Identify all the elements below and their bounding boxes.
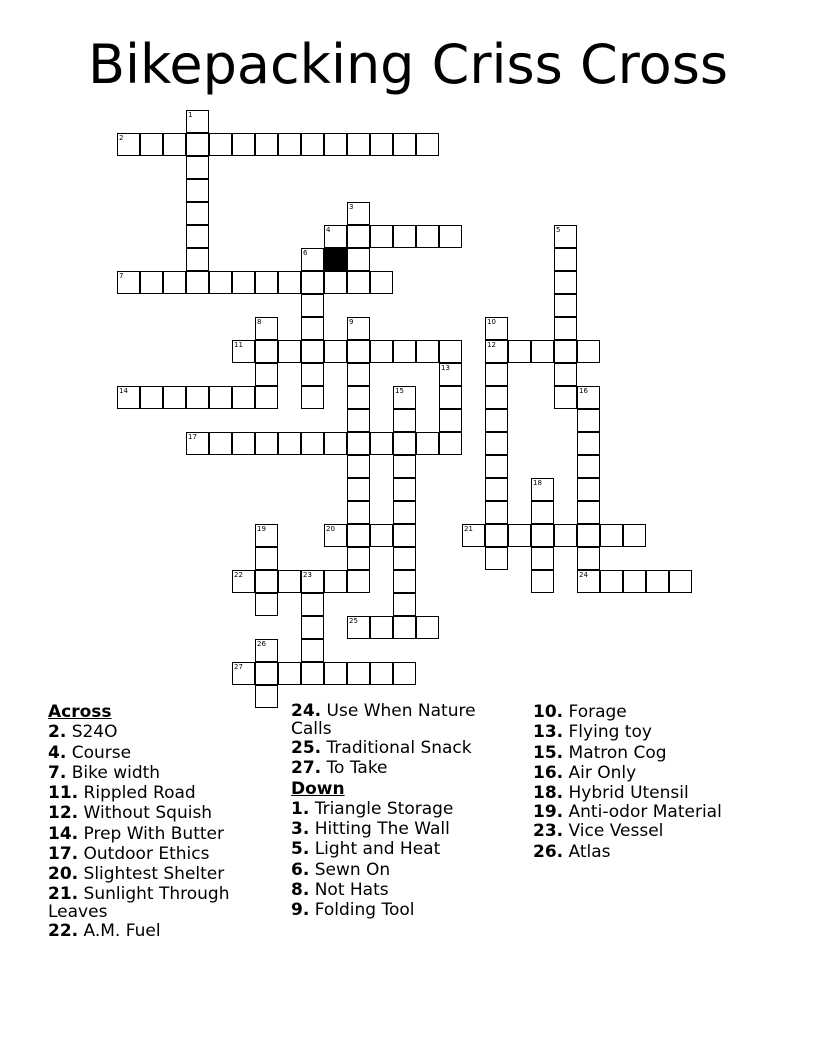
down-heading: Down: [291, 778, 345, 799]
grid-cell[interactable]: [255, 340, 278, 363]
grid-cell[interactable]: [393, 570, 416, 593]
clue-number-label: 25.: [291, 738, 322, 758]
clue-number: 11: [234, 341, 243, 349]
clue-item: 2. S24O: [48, 722, 118, 743]
clue-item: 26. Atlas: [533, 841, 611, 862]
grid-cell[interactable]: [462, 524, 485, 547]
grid-cell[interactable]: [669, 570, 692, 593]
clue-number-label: 7.: [48, 762, 67, 783]
grid-cell[interactable]: [255, 386, 278, 409]
clue-number-label: 17.: [48, 844, 79, 865]
grid-cell[interactable]: [577, 432, 600, 455]
grid-cell[interactable]: [232, 340, 255, 363]
clue-number-label: 15.: [533, 742, 564, 763]
clue-number: 23: [303, 571, 312, 579]
grid-cell[interactable]: [255, 133, 278, 156]
grid-cell[interactable]: [439, 363, 462, 386]
grid-cell[interactable]: [347, 271, 370, 294]
grid-cell[interactable]: [439, 225, 462, 248]
grid-cell[interactable]: [485, 524, 508, 547]
clue-item: 7. Bike width: [48, 762, 161, 783]
grid-cell[interactable]: [370, 340, 393, 363]
clue-item: 24. Use When Nature Calls: [291, 701, 476, 739]
grid-cell[interactable]: [324, 133, 347, 156]
grid-cell[interactable]: [186, 386, 209, 409]
grid-cell[interactable]: [393, 501, 416, 524]
clue-item: 25. Traditional Snack: [291, 738, 472, 758]
grid-cell[interactable]: [232, 271, 255, 294]
grid-cell[interactable]: [347, 248, 370, 271]
grid-cell[interactable]: [278, 271, 301, 294]
grid-cell[interactable]: [416, 616, 439, 639]
grid-cell[interactable]: [531, 340, 554, 363]
clue-number-label: 11.: [48, 783, 79, 804]
grid-cell[interactable]: [347, 133, 370, 156]
grid-cell[interactable]: [301, 639, 324, 662]
grid-cell[interactable]: [485, 340, 508, 363]
grid-cell[interactable]: [140, 133, 163, 156]
grid-cell[interactable]: [416, 133, 439, 156]
grid-cell[interactable]: [393, 478, 416, 501]
grid-cell[interactable]: [255, 524, 278, 547]
grid-cell[interactable]: [554, 248, 577, 271]
clue-item: 5. Light and Heat: [291, 839, 441, 860]
grid-cell[interactable]: [347, 616, 370, 639]
clue-number: 21: [464, 525, 473, 533]
grid-cell[interactable]: [531, 501, 554, 524]
clue-number: 15: [395, 387, 404, 395]
grid-cell[interactable]: [554, 524, 577, 547]
clue-column-3: [533, 702, 773, 862]
grid-cell[interactable]: [600, 524, 623, 547]
grid-cell[interactable]: [439, 340, 462, 363]
clue-number: 25: [349, 617, 358, 625]
grid-cell[interactable]: [393, 455, 416, 478]
grid-cell[interactable]: [485, 317, 508, 340]
clue-item: 19. Anti-odor Material: [533, 802, 722, 823]
grid-cell[interactable]: [577, 340, 600, 363]
clue-number-label: 13.: [533, 722, 564, 743]
clue-item: 4. Course: [48, 742, 132, 763]
puzzle-title: Bikepacking Criss Cross: [88, 33, 728, 96]
grid-cell[interactable]: [301, 432, 324, 455]
clue-number: 2: [119, 134, 124, 142]
grid-cell[interactable]: [301, 570, 324, 593]
clue-item: 16. Air Only: [533, 762, 637, 783]
grid-cell[interactable]: [577, 570, 600, 593]
grid-cell[interactable]: [577, 547, 600, 570]
grid-cell[interactable]: [232, 432, 255, 455]
clue-number: 6: [303, 249, 308, 257]
grid-cell[interactable]: [209, 386, 232, 409]
clue-number-label: 3.: [291, 819, 310, 840]
grid-cell[interactable]: [485, 501, 508, 524]
clue-number-label: 21.: [48, 883, 79, 904]
clue-item: 23. Vice Vessel: [533, 821, 664, 842]
grid-cell[interactable]: [370, 271, 393, 294]
clue-item: 18. Hybrid Utensil: [533, 783, 689, 804]
clue-number: 14: [119, 387, 128, 395]
clue-number: 4: [326, 226, 331, 234]
clue-item: 27. To Take: [291, 758, 388, 779]
across-heading: Across: [48, 702, 112, 722]
grid-cell[interactable]: [554, 271, 577, 294]
grid-cell[interactable]: [393, 593, 416, 616]
clue-number-label: 23.: [533, 821, 564, 842]
clue-column-1: [48, 702, 278, 941]
clue-number-label: 1.: [291, 798, 310, 819]
grid-cell[interactable]: [301, 133, 324, 156]
grid-cell[interactable]: [347, 409, 370, 432]
grid-cell[interactable]: [324, 662, 347, 685]
clue-number: 24: [579, 571, 588, 579]
grid-cell[interactable]: [301, 593, 324, 616]
clue-number: 16: [579, 387, 588, 395]
grid-cell[interactable]: [347, 386, 370, 409]
grid-cell[interactable]: [186, 110, 209, 133]
clue-number-label: 24.: [291, 701, 322, 721]
grid-cell[interactable]: [301, 386, 324, 409]
grid-cell[interactable]: [324, 570, 347, 593]
clue-number-label: 10.: [533, 702, 564, 722]
grid-cell[interactable]: [186, 248, 209, 271]
grid-cell[interactable]: [278, 133, 301, 156]
grid-cell[interactable]: [623, 570, 646, 593]
clue-number-label: 19.: [533, 802, 564, 823]
grid-cell[interactable]: [370, 524, 393, 547]
grid-cell[interactable]: [301, 271, 324, 294]
clue-number: 26: [257, 640, 266, 648]
grid-cell[interactable]: [370, 432, 393, 455]
clue-number-label: 5.: [291, 839, 310, 860]
grid-cell[interactable]: [232, 570, 255, 593]
grid-cell[interactable]: [577, 478, 600, 501]
grid-cell[interactable]: [347, 478, 370, 501]
clue-number: 19: [257, 525, 266, 533]
grid-cell[interactable]: [301, 248, 324, 271]
grid-cell[interactable]: [186, 202, 209, 225]
clue-item: 15. Matron Cog: [533, 742, 667, 763]
grid-cell[interactable]: [324, 340, 347, 363]
grid-cell[interactable]: [393, 432, 416, 455]
clue-item: 9. Folding Tool: [291, 900, 415, 921]
grid-cell[interactable]: [646, 570, 669, 593]
clue-item: 11. Rippled Road: [48, 783, 196, 804]
grid-cell[interactable]: [232, 133, 255, 156]
grid-cell[interactable]: [439, 409, 462, 432]
grid-cell[interactable]: [531, 547, 554, 570]
clue-number: 12: [487, 341, 496, 349]
grid-cell[interactable]: [255, 639, 278, 662]
grid-cell[interactable]: [347, 547, 370, 570]
grid-cell[interactable]: [554, 363, 577, 386]
grid-cell[interactable]: [347, 363, 370, 386]
grid-cell[interactable]: [255, 662, 278, 685]
grid-cell[interactable]: [347, 662, 370, 685]
clue-number: 10: [487, 318, 496, 326]
grid-cell[interactable]: [186, 432, 209, 455]
grid-cell[interactable]: [485, 432, 508, 455]
clue-item: 14. Prep With Butter: [48, 823, 224, 844]
clue-item: 21. Sunlight Through Leaves: [48, 883, 230, 922]
grid-cell[interactable]: [301, 340, 324, 363]
clue-number-label: 16.: [533, 762, 564, 783]
clue-number: 17: [188, 433, 197, 441]
grid-cell[interactable]: [485, 409, 508, 432]
grid-cell[interactable]: [600, 570, 623, 593]
grid-cell[interactable]: [393, 616, 416, 639]
grid-cell[interactable]: [255, 317, 278, 340]
clue-item: 20. Slightest Shelter: [48, 864, 225, 885]
grid-cell[interactable]: [554, 317, 577, 340]
clue-number-label: 18.: [533, 783, 564, 804]
grid-cell[interactable]: [347, 570, 370, 593]
grid-cell[interactable]: [255, 363, 278, 386]
grid-cell[interactable]: [209, 432, 232, 455]
grid-cell[interactable]: [439, 432, 462, 455]
grid-cell[interactable]: [163, 133, 186, 156]
clue-number-label: 6.: [291, 859, 310, 880]
grid-cell[interactable]: [393, 133, 416, 156]
grid-cell[interactable]: [508, 524, 531, 547]
grid-cell[interactable]: [186, 271, 209, 294]
grid-cell[interactable]: [117, 271, 140, 294]
grid-cell[interactable]: [140, 271, 163, 294]
grid-cell[interactable]: [186, 179, 209, 202]
clue-number-label: 12.: [48, 803, 79, 824]
grid-cell[interactable]: [301, 363, 324, 386]
grid-cell[interactable]: [186, 225, 209, 248]
grid-cell[interactable]: [347, 432, 370, 455]
clue-number: 1: [188, 111, 193, 119]
clue-number: 7: [119, 272, 124, 280]
grid-cell[interactable]: [485, 478, 508, 501]
grid-cell[interactable]: [416, 225, 439, 248]
clue-item: 22. A.M. Fuel: [48, 920, 161, 941]
grid-cell[interactable]: [370, 616, 393, 639]
clue-number-label: 4.: [48, 742, 67, 763]
clue-item: 13. Flying toy: [533, 722, 652, 743]
grid-cell[interactable]: [370, 662, 393, 685]
grid-cell[interactable]: [531, 478, 554, 501]
grid-cell[interactable]: [393, 386, 416, 409]
grid-cell[interactable]: [370, 225, 393, 248]
grid-cell[interactable]: [232, 662, 255, 685]
grid-cell[interactable]: [255, 593, 278, 616]
grid-cell[interactable]: [232, 386, 255, 409]
grid-cell[interactable]: [301, 616, 324, 639]
grid-cell[interactable]: [485, 547, 508, 570]
clue-number-label: 26.: [533, 841, 564, 862]
grid-cell[interactable]: [324, 524, 347, 547]
clue-number-label: 9.: [291, 900, 310, 921]
grid-cell[interactable]: [393, 340, 416, 363]
grid-cell[interactable]: [439, 386, 462, 409]
clue-item: 3. Hitting The Wall: [291, 819, 450, 840]
grid-cell[interactable]: [393, 409, 416, 432]
clue-column-2: [291, 702, 521, 921]
grid-cell[interactable]: [209, 133, 232, 156]
grid-cell[interactable]: [577, 501, 600, 524]
clue-item: 10. Forage: [533, 702, 627, 722]
grid-cell[interactable]: [347, 501, 370, 524]
clue-number: 20: [326, 525, 335, 533]
grid-cell[interactable]: [255, 271, 278, 294]
clue-number-label: 22.: [48, 920, 79, 941]
grid-cell[interactable]: [324, 432, 347, 455]
grid-cell[interactable]: [186, 133, 209, 156]
grid-cell[interactable]: [255, 432, 278, 455]
clue-number-label: 2.: [48, 722, 67, 743]
grid-cell[interactable]: [347, 202, 370, 225]
grid-cell[interactable]: [140, 386, 163, 409]
grid-cell[interactable]: [209, 271, 232, 294]
grid-cell[interactable]: [301, 294, 324, 317]
grid-cell[interactable]: [324, 225, 347, 248]
grid-cell[interactable]: [278, 662, 301, 685]
grid-cell[interactable]: [370, 133, 393, 156]
grid-cell[interactable]: [393, 662, 416, 685]
clue-item: 6. Sewn On: [291, 859, 391, 880]
grid-cell[interactable]: [393, 547, 416, 570]
grid-cell[interactable]: [577, 386, 600, 409]
grid-cell[interactable]: [347, 340, 370, 363]
grid-cell[interactable]: [554, 340, 577, 363]
clue-number: 9: [349, 318, 354, 326]
grid-cell[interactable]: [416, 340, 439, 363]
grid-cell[interactable]: [577, 409, 600, 432]
grid-cell[interactable]: [117, 386, 140, 409]
grid-cell[interactable]: [347, 524, 370, 547]
clue-number: 13: [441, 364, 450, 372]
clue-number: 27: [234, 663, 243, 671]
grid-cell[interactable]: [416, 432, 439, 455]
grid-cell[interactable]: [324, 271, 347, 294]
grid-cell[interactable]: [554, 386, 577, 409]
grid-cell[interactable]: [508, 340, 531, 363]
grid-cell[interactable]: [301, 662, 324, 685]
clue-item: 12. Without Squish: [48, 803, 213, 824]
clue-number-label: 8.: [291, 880, 310, 901]
grid-cell[interactable]: [485, 363, 508, 386]
grid-cell[interactable]: [186, 156, 209, 179]
grid-cell[interactable]: [577, 455, 600, 478]
clue-number: 8: [257, 318, 262, 326]
grid-cell[interactable]: [554, 294, 577, 317]
grid-cell[interactable]: [485, 455, 508, 478]
clue-item: 1. Triangle Storage: [291, 798, 454, 819]
grid-cell[interactable]: [531, 570, 554, 593]
grid-cell[interactable]: [554, 225, 577, 248]
clue-item: 8. Not Hats: [291, 880, 389, 901]
grid-cell[interactable]: [278, 570, 301, 593]
grid-cell[interactable]: [255, 547, 278, 570]
clue-number-label: 20.: [48, 864, 79, 885]
grid-cell[interactable]: [117, 133, 140, 156]
black-cell: [324, 248, 347, 271]
grid-cell[interactable]: [347, 455, 370, 478]
clue-number: 3: [349, 203, 354, 211]
grid-cell[interactable]: [393, 225, 416, 248]
grid-cell[interactable]: [347, 225, 370, 248]
clue-item: 17. Outdoor Ethics: [48, 844, 210, 865]
clue-number-label: 27.: [291, 758, 322, 779]
grid-cell[interactable]: [347, 317, 370, 340]
grid-cell[interactable]: [163, 271, 186, 294]
grid-cell[interactable]: [623, 524, 646, 547]
clue-number-label: 14.: [48, 823, 79, 844]
clue-number: 18: [533, 479, 542, 487]
grid-cell[interactable]: [163, 386, 186, 409]
grid-cell[interactable]: [278, 432, 301, 455]
grid-cell[interactable]: [278, 340, 301, 363]
grid-cell[interactable]: [255, 570, 278, 593]
grid-cell[interactable]: [393, 524, 416, 547]
grid-cell[interactable]: [577, 524, 600, 547]
clue-number: 22: [234, 571, 243, 579]
grid-cell[interactable]: [531, 524, 554, 547]
grid-cell[interactable]: [485, 386, 508, 409]
clue-number: 5: [556, 226, 561, 234]
grid-cell[interactable]: [301, 317, 324, 340]
